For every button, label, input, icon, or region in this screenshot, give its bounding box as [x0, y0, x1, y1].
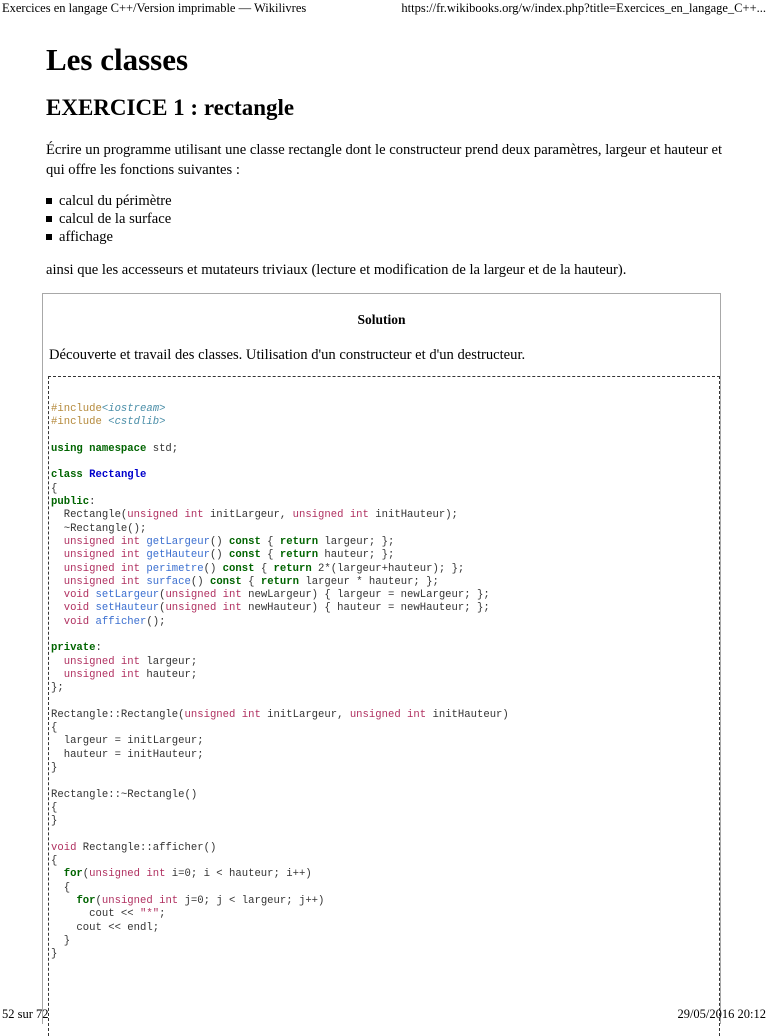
code-token: <iostream>	[101, 403, 166, 415]
code-token: return	[279, 535, 319, 548]
code-token: };	[51, 682, 64, 695]
code-token	[51, 589, 64, 601]
code-line	[51, 762, 57, 774]
code-token: hauteur;	[140, 668, 198, 681]
code-token: const	[229, 549, 261, 562]
code-token: void	[63, 589, 90, 602]
code-line	[51, 616, 165, 628]
code-token: }	[51, 934, 71, 947]
code-token: newHauteur) { hauteur = newHauteur; };	[241, 602, 490, 615]
code-token: {	[254, 562, 274, 575]
source-code	[51, 403, 509, 961]
code-token: void	[63, 602, 90, 615]
solution-title[interactable]: Solution	[357, 312, 406, 327]
code-token: afficher	[95, 615, 147, 628]
code-token	[51, 563, 64, 575]
code-line	[51, 563, 464, 575]
code-token: unsigned int	[165, 589, 242, 602]
code-token: unsigned int	[89, 868, 166, 881]
code-token: <cstdlib>	[108, 416, 166, 429]
header-page-title: Exercices en langage C++/Version imprimable — Wikilivres	[2, 1, 307, 15]
code-token: unsigned int	[63, 535, 141, 548]
code-token: ~Rectangle();	[51, 522, 147, 535]
code-token: :	[95, 642, 102, 655]
code-token: }	[51, 815, 58, 828]
code-line	[51, 656, 197, 668]
code-token: initLargeur,	[260, 708, 350, 721]
function-list	[46, 192, 172, 246]
code-token: unsigned int	[63, 655, 141, 668]
code-token: largeur; };	[318, 535, 395, 548]
code-token: (	[95, 894, 102, 907]
code-token: }	[51, 948, 58, 961]
code-token: ()	[190, 575, 210, 588]
code-line	[51, 895, 324, 907]
code-token: for	[76, 894, 96, 907]
code-line	[51, 948, 57, 960]
code-line	[51, 469, 146, 481]
code-line	[51, 669, 197, 681]
code-token: i=0; i < hauteur; i++)	[165, 868, 312, 881]
code-token: unsigned int	[63, 575, 141, 588]
list-item: calcul de la surface	[46, 210, 172, 228]
section-title: Les classes	[46, 42, 189, 77]
code-token	[51, 616, 64, 628]
code-line	[51, 483, 57, 495]
code-token	[51, 895, 76, 907]
code-token: unsigned int	[63, 668, 141, 681]
code-token: ()	[209, 535, 230, 548]
code-line	[51, 922, 159, 934]
code-token: unsigned int	[292, 509, 369, 522]
code-line	[51, 576, 439, 588]
code-token: setLargeur	[95, 589, 160, 602]
code-token: {	[51, 855, 58, 868]
code-token: initLargeur,	[203, 509, 293, 522]
code-token: {	[51, 722, 58, 735]
code-line	[51, 602, 490, 614]
code-line	[51, 682, 64, 694]
code-line	[51, 496, 96, 508]
code-token: #include	[51, 416, 109, 429]
code-line	[51, 509, 458, 521]
code-token	[51, 868, 64, 880]
code-token: const	[222, 562, 255, 575]
code-token: largeur;	[140, 655, 198, 668]
code-token: hauteur; };	[318, 549, 395, 562]
code-token: Rectangle	[89, 469, 147, 482]
code-token: {	[51, 482, 58, 495]
code-line	[51, 815, 57, 827]
code-token: surface	[146, 575, 191, 588]
code-token: using namespace	[51, 442, 147, 455]
code-token: {	[51, 881, 71, 894]
page-footer	[2, 1006, 766, 1024]
code-token: unsigned int	[127, 509, 204, 522]
code-line	[51, 523, 146, 535]
code-token	[51, 549, 64, 561]
page-number: 52 sur 72	[2, 1007, 49, 1021]
exercise-intro: Écrire un programme utilisant une classe rectangle dont le constructeur prend deux paramètres, largeur et hauteur et qui offre les fonctions suivantes :	[46, 142, 723, 178]
code-line	[51, 882, 70, 894]
code-token: Rectangle(	[51, 509, 128, 522]
header-url[interactable]: https://fr.wikibooks.org/w/index.php?title=Exercices_en_langage_C++...	[401, 1, 766, 15]
code-token: unsigned int	[165, 602, 242, 615]
code-token: return	[279, 549, 319, 562]
code-token: {	[260, 535, 280, 548]
code-token: return	[273, 562, 312, 575]
code-token: for	[63, 868, 83, 881]
code-token: #include	[51, 403, 102, 415]
code-token: return	[260, 575, 299, 588]
code-line	[51, 789, 197, 801]
solution-description: Découverte et travail des classes. Utilisation d'un constructeur et d'un destructeur.	[49, 347, 526, 363]
code-token: }	[51, 762, 58, 775]
code-token: getLargeur	[146, 535, 210, 548]
code-line	[51, 908, 165, 920]
code-token: getHauteur	[146, 549, 210, 562]
code-token: unsigned int	[63, 562, 141, 575]
code-token: ;	[159, 908, 166, 921]
code-token	[51, 602, 64, 614]
code-token: cout <<	[51, 908, 141, 921]
code-token: {	[260, 549, 280, 562]
code-line	[51, 842, 216, 854]
code-token: (	[159, 602, 166, 615]
code-line	[51, 403, 165, 415]
code-token: Rectangle::~Rectangle()	[51, 788, 198, 801]
code-line	[51, 802, 57, 814]
code-token: ()	[203, 562, 223, 575]
code-token: const	[209, 575, 242, 588]
code-line	[51, 589, 490, 601]
code-token: initHauteur)	[426, 708, 509, 721]
code-token	[51, 656, 64, 668]
code-line	[51, 443, 178, 455]
code-token: Rectangle::afficher()	[76, 841, 217, 854]
code-block	[48, 376, 720, 1036]
code-token: :	[89, 496, 96, 509]
code-line	[51, 855, 57, 867]
code-token: unsigned int	[63, 549, 141, 562]
code-token: perimetre	[146, 562, 204, 575]
code-token: cout << endl;	[51, 921, 160, 934]
code-token: void	[51, 841, 77, 854]
code-line	[51, 536, 394, 548]
code-token: Rectangle::Rectangle(	[51, 708, 185, 721]
code-token: newLargeur) { largeur = newLargeur; };	[241, 589, 490, 602]
print-timestamp: 29/05/2016 20:12	[677, 1007, 766, 1021]
code-token: ()	[209, 549, 230, 562]
code-token: setHauteur	[95, 602, 160, 615]
code-token: initHauteur);	[368, 509, 458, 522]
code-token: hauteur = initHauteur;	[51, 748, 204, 761]
code-line	[51, 416, 165, 428]
code-token: private	[51, 642, 96, 655]
code-token: ();	[146, 615, 166, 628]
code-token: unsigned int	[101, 894, 179, 907]
code-token	[51, 669, 64, 681]
exercise-title: EXERCICE 1 : rectangle	[46, 95, 295, 120]
code-line	[51, 642, 102, 654]
code-token: largeur * hauteur; };	[299, 575, 439, 588]
code-line	[51, 722, 57, 734]
code-line	[51, 549, 394, 561]
code-token: std;	[146, 442, 179, 455]
code-line	[51, 868, 312, 880]
code-token: {	[51, 801, 58, 814]
code-token: void	[63, 615, 90, 628]
code-token	[51, 576, 64, 588]
page-header	[2, 0, 766, 18]
code-token: (	[159, 589, 166, 602]
code-token: const	[229, 535, 261, 548]
accessors-paragraph: ainsi que les accesseurs et mutateurs triviaux (lecture et modification de la largeur et de la hauteur).	[46, 262, 627, 278]
code-line	[51, 935, 70, 947]
list-item: calcul du périmètre	[46, 192, 172, 210]
code-token: {	[241, 575, 261, 588]
code-token: j=0; j < largeur; j++)	[178, 894, 325, 907]
code-line	[51, 709, 509, 721]
code-token: (	[82, 868, 90, 881]
list-item: affichage	[46, 228, 172, 246]
code-token: "*"	[140, 908, 160, 921]
code-token: largeur = initLargeur;	[51, 735, 204, 748]
code-token	[51, 536, 64, 548]
code-token: class	[51, 469, 90, 482]
code-token: 2*(largeur+hauteur); };	[311, 562, 465, 575]
code-line	[51, 735, 204, 747]
code-token: public	[51, 496, 90, 509]
code-token: unsigned int	[184, 708, 261, 721]
code-line	[51, 749, 204, 761]
code-token: unsigned int	[349, 708, 427, 721]
solution-box	[42, 293, 721, 1024]
